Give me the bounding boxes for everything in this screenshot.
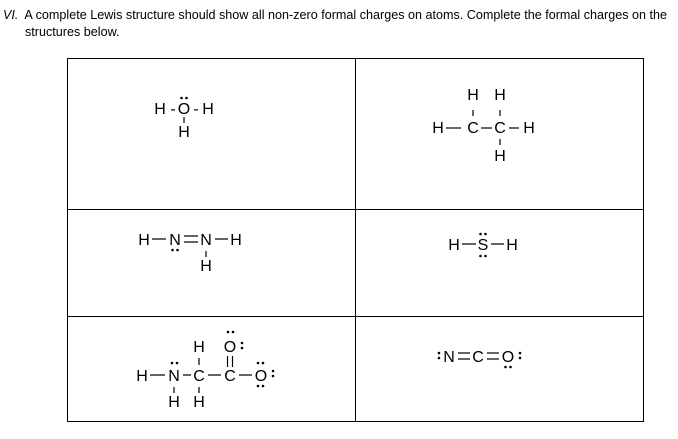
bond-single: - [193,101,199,118]
lone-pair-dot [176,362,179,365]
atom-h: H [200,258,212,275]
lone-pair-dot [257,385,260,388]
lone-pair-dot [479,233,482,236]
atom-o: O [501,349,515,366]
atom-c: C [193,368,205,385]
atom-h: H [168,394,180,411]
lone-pair-dot [180,97,183,100]
structure-diazene [136,227,256,287]
lone-pair-dot [262,362,265,365]
atom-o: O [223,339,237,356]
lone-pair-dot [504,366,507,369]
question-line-2: structures below. [25,25,120,39]
lone-pair-dot [241,347,244,350]
structure-ethane [428,81,548,176]
lone-pair-dot [176,249,179,252]
atom-h: H [193,339,205,356]
atom-s: S [477,237,489,254]
atom-h: H [448,237,460,254]
structures-table [67,58,644,422]
lone-pair-dot [185,97,188,100]
table-row-divider [68,316,643,317]
atom-n: N [169,232,181,249]
lone-pair-dot [438,357,441,360]
structure-hydrogen-sulfide [446,231,536,276]
lone-pair-dot [272,375,275,378]
lone-pair-dot [519,357,522,360]
atom-c: C [494,120,506,137]
atom-c: C [224,368,236,385]
atom-h: H [138,232,150,249]
atom-h: H [494,148,506,165]
atom-h: H [467,87,479,104]
question-text [3,7,675,41]
atom-h: H [523,120,535,137]
question-number: VI. [3,8,19,22]
atom-h: H [154,101,166,118]
lone-pair-dot [484,255,487,258]
bond-single: - [170,101,176,118]
lone-pair-dot [438,352,441,355]
atom-h: H [178,124,190,141]
lone-pair-dot [509,366,512,369]
table-column-divider [355,59,356,421]
atom-n: N [168,368,180,385]
question-prompt: A complete Lewis structure should show all non-zero formal charges on atoms. Complete the formal charges on the [24,8,668,22]
atom-h: H [193,394,205,411]
atom-h: H [494,87,506,104]
atom-o: O [254,368,268,385]
atom-o: O [177,101,191,118]
lone-pair-dot [227,331,230,334]
atom-n: N [200,232,212,249]
lone-pair-dot [241,342,244,345]
atom-h: H [432,120,444,137]
lone-pair-dot [484,233,487,236]
atom-c: C [467,120,479,137]
atom-h: H [202,101,214,118]
lone-pair-dot [171,362,174,365]
structure-water [150,89,230,149]
question-line-1 [3,7,675,24]
lone-pair-dot [257,362,260,365]
structure-carboxylate [128,325,288,420]
atom-h: H [506,237,518,254]
atom-h: H [230,232,242,249]
atom-n: N [443,349,455,366]
structure-cyanate [434,342,534,382]
lone-pair-dot [262,385,265,388]
atom-c: C [472,349,484,366]
lone-pair-dot [519,352,522,355]
lone-pair-dot [171,249,174,252]
lone-pair-dot [232,331,235,334]
lone-pair-dot [272,370,275,373]
lone-pair-dot [479,255,482,258]
table-row-divider [68,209,643,210]
atom-h: H [136,368,148,385]
